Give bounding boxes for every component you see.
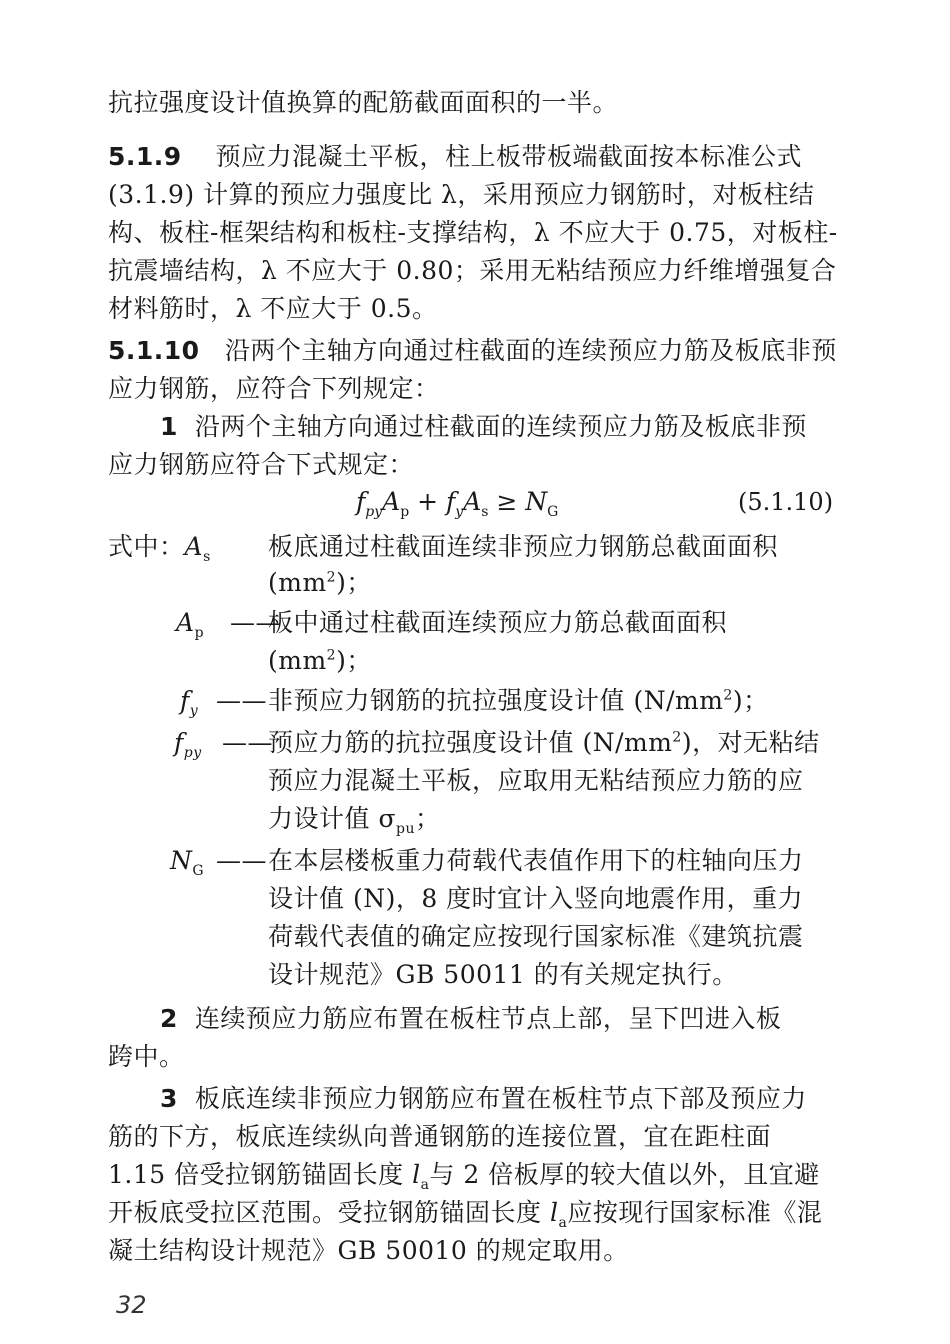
where-def: 板中通过柱截面连续预应力筋总截面面积: [268, 608, 728, 637]
where-def: $(mm^2)$；: [268, 646, 372, 675]
where-symbol: $A_p$: [176, 608, 205, 641]
where-symbol: $f_y$: [180, 686, 199, 719]
text-segment: 抗拉强度设计值换算的配筋截面面积的一半。: [108, 88, 619, 117]
text-line: [108, 180, 814, 210]
text-line: [108, 218, 838, 248]
page-number: 32: [116, 1291, 147, 1319]
where-def: 力设计值 $\sigma_{pu}$；: [268, 804, 441, 837]
item-number: 3: [160, 1084, 178, 1113]
text-segment: 沿两个主轴方向通过柱截面的连续预应力筋及板底非预: [194, 412, 807, 441]
item-line: [160, 412, 807, 442]
text-segment: 沿两个主轴方向通过柱截面的连续预应力筋及板底非预: [224, 336, 837, 365]
where-def: $(mm^2)$；: [268, 568, 372, 597]
item-line: 2 连续预应力筋应布置在板柱节点上部，呈下凹进入板: [160, 1004, 782, 1033]
text-line: [108, 294, 438, 324]
text-line: [108, 256, 836, 286]
text-line: [108, 88, 618, 118]
where-def: 预应力混凝土平板，应取用无粘结预应力筋的应: [268, 766, 804, 795]
text-segment: 预应力混凝土平板，柱上板带板端截面按本标准公式: [215, 142, 802, 171]
clause-number: 5.1.10: [108, 336, 200, 365]
where-symbol: $N_G$: [170, 846, 205, 879]
where-intro: 式中：: [108, 532, 185, 561]
item-number: 1: [160, 412, 178, 441]
text-line: 开板底受拉区范围。受拉钢筋锚固长度 $l_a$应按现行国家标准《混: [108, 1198, 823, 1231]
text-segment: 应力钢筋，应符合下列规定：: [108, 374, 440, 403]
where-dash: ——: [222, 728, 273, 757]
formula-equation: $f_{py}A_p + f_yA_s \ge N_G$: [356, 487, 559, 520]
text-line: 1.15 倍受拉钢筋锚固长度 $l_a$与 2 倍板厚的较大值以外，且宜避: [108, 1160, 820, 1193]
where-def: 预应力筋的抗拉强度设计值 $(N/mm^2)$，对无粘结: [268, 728, 820, 757]
text-line: [108, 450, 414, 480]
clause-line: [108, 142, 802, 172]
text-line: 筋的下方，板底连续纵向普通钢筋的连接位置，宜在距柱面: [108, 1122, 772, 1151]
where-def: 荷载代表值的确定应按现行国家标准《建筑抗震: [268, 922, 804, 951]
where-dash: ——: [230, 608, 281, 637]
item-line: 3 板底连续非预应力钢筋应布置在板柱节点下部及预应力: [160, 1084, 807, 1113]
formula-number: (5.1.10): [738, 488, 834, 516]
text-line: 凝土结构设计规范》GB 50010 的规定取用。: [108, 1236, 629, 1265]
where-dash: ——: [216, 686, 267, 715]
clause-number: 5.1.9: [108, 142, 182, 171]
where-line: 式中：$A_s$: [108, 532, 211, 565]
text-segment: (3.1.9) 计算的预应力强度比 λ，采用预应力钢筋时，对板柱结: [108, 180, 815, 209]
where-def: 设计值 (N)，8 度时宜计入竖向地震作用，重力: [268, 884, 804, 913]
item-number: 2: [160, 1004, 178, 1033]
text-segment: 材料筋时，λ 不应大于 0.5。: [108, 294, 438, 323]
text-segment: 构、板柱-框架结构和板柱-支撑结构，λ 不应大于 0.75，对板柱-: [108, 218, 838, 247]
text-line: 跨中。: [108, 1042, 185, 1071]
text-segment: 抗震墙结构，λ 不应大于 0.80；采用无粘结预应力纤维增强复合: [108, 256, 837, 285]
text-segment: 应力钢筋应符合下式规定：: [108, 450, 415, 479]
where-def: 在本层楼板重力荷载代表值作用下的柱轴向压力: [268, 846, 804, 875]
where-symbol: $f_{py}$: [174, 728, 202, 761]
where-def: 板底通过柱截面连续非预应力钢筋总截面面积: [268, 532, 779, 561]
where-def: 设计规范》GB 50011 的有关规定执行。: [268, 960, 738, 989]
clause-line: [108, 336, 837, 366]
text-line: [108, 374, 440, 404]
where-dash: ——: [216, 846, 267, 875]
where-def: 非预应力钢筋的抗拉强度设计值 $(N/mm^2)$；: [268, 686, 769, 715]
